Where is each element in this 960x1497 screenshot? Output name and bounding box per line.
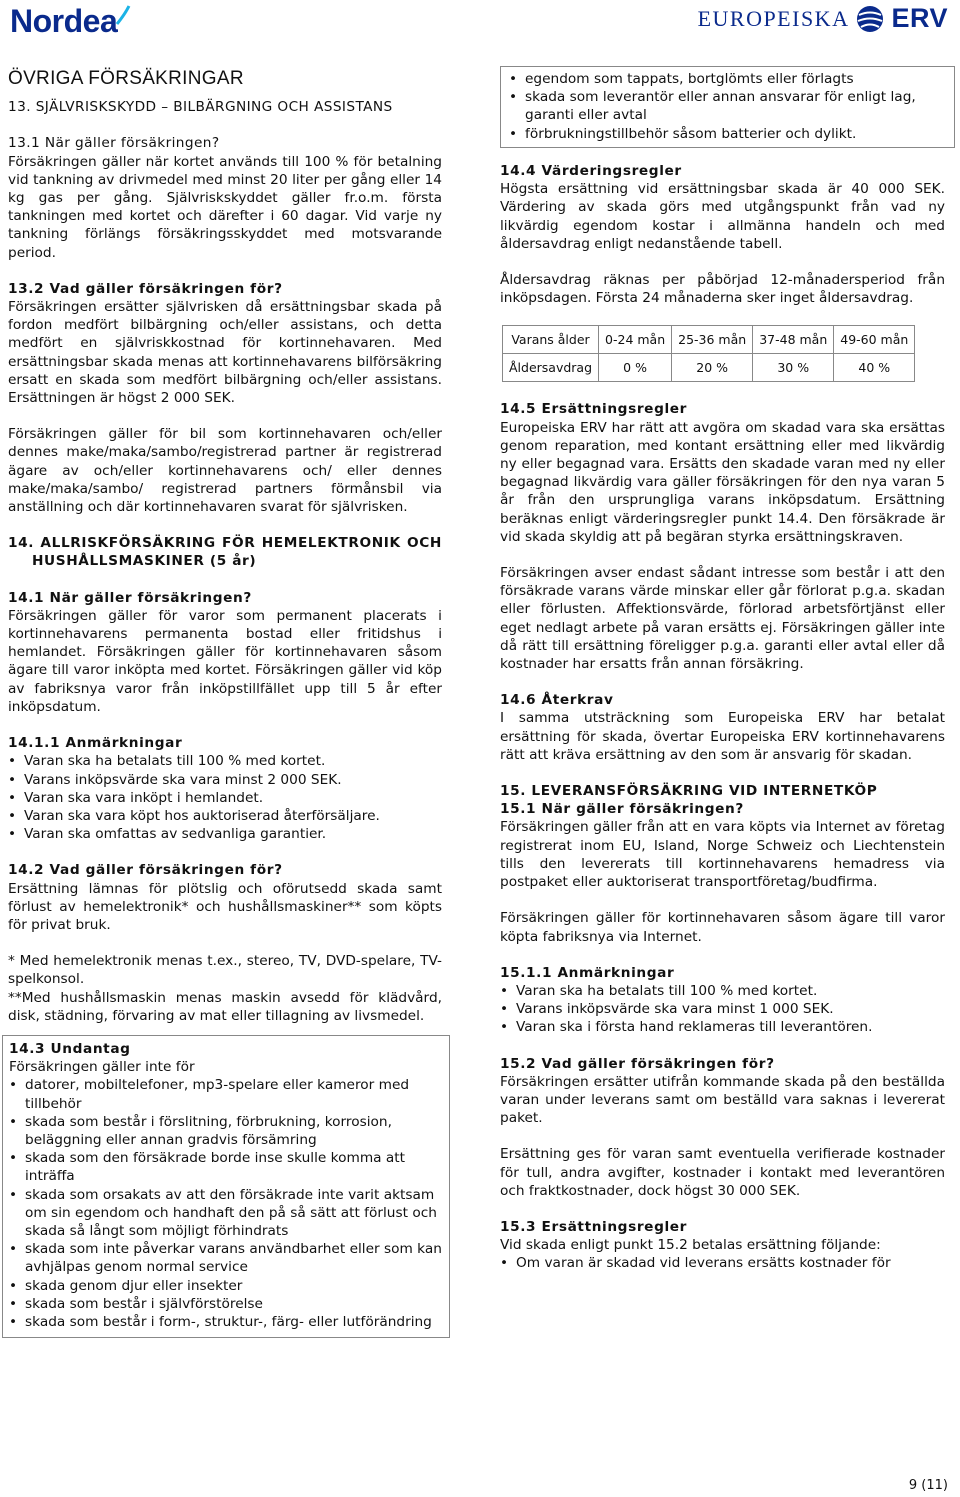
section-14-4-text: Högsta ersättning vid ersättningsbar skada är 40 000 SEK. Värdering av skada görs med utgångspunkt från vad ny likvärdig egendom kostar i allmänna handeln och med åldersavdrag enligt nedanstående tabell. bbox=[500, 181, 945, 252]
section-14-5-text2: Försäkringen avser endast sådant intresse som består i att den försäkrade varans värde minskar eller går förlorat p.g.a. skadan eller förlusten. Affektionsvärde, förlorad arbetsförtjänst eller eget nedlagt arbete på varan ersätts ej. Försäkringen gäller inte då rätt till ersättning föreligger p.g.a. garanti eller avtal eller då kostnader har ersatts från annan försäkring. bbox=[500, 565, 945, 673]
section-14-6-text: I samma utsträckning som Europeiska ERV har betalat ersättning för skada, övertar Europeiska ERV kortinnehavarens rätt att kräva ersättning av den som är ansvarig för skadan. bbox=[500, 710, 945, 763]
remarks-list bbox=[8, 752, 442, 843]
table-cell: 40 % bbox=[834, 354, 915, 382]
list-item: • egendom som tappats, bortglömts eller förlagts bbox=[509, 70, 946, 88]
table-cell: 37-48 mån bbox=[753, 326, 834, 354]
list-item: • skada som består i form-, struktur-, färg- eller lutförändring bbox=[9, 1313, 443, 1331]
left-column bbox=[8, 54, 442, 1338]
remarks-list-15 bbox=[500, 982, 945, 1037]
section-13-2-text2: Försäkringen gäller för bil som kortinnehavaren och/eller dennes make/maka/sambo/registrerad partner är registrerad ägare av och/eller kortinnehavarens och/ eller dennes make/maka/sambo/ registrerad partners förmånsbil via anställning och där kortinnehavaren svarat för självrisken. bbox=[8, 426, 442, 516]
table-cell: Åldersavdrag bbox=[503, 354, 599, 382]
nordea-logo-text: Nordea bbox=[10, 2, 118, 39]
exclusions-list bbox=[9, 1076, 443, 1331]
table-cell: 0-24 mån bbox=[599, 326, 672, 354]
list-item: • skada som inte påverkar varans användbarhet eller som kan avhjälpas genom normal service bbox=[9, 1240, 443, 1276]
list-item: • skada som leverantör eller annan ansvarar för enligt lag, garanti eller avtal bbox=[509, 88, 946, 124]
table-cell: 25-36 mån bbox=[672, 326, 753, 354]
list-item: • skada som orsakats av att den försäkrade inte varit aktsam om sin egendom och handhaft den på så sätt att förlust och skada så långt som möjligt förhindrats bbox=[9, 1186, 443, 1241]
list-item: • skada som består i förslitning, förbrukning, korrosion, beläggning eller annan gradvis försämring bbox=[9, 1113, 443, 1149]
exclusions-box bbox=[2, 1035, 450, 1338]
list-item: • Varan ska vara köpt hos auktoriserad återförsäljare. bbox=[8, 807, 442, 825]
main-title: ÖVRIGA FÖRSÄKRINGAR bbox=[8, 68, 244, 89]
globe-icon bbox=[855, 4, 885, 34]
exclusions-continued-list bbox=[509, 70, 946, 143]
section-13-1-text: Försäkringen gäller när kortet används till 100 % för betalning vid tankning av drivmedel med minst 20 liter per gång eller 14 kg gas per gång. Självriskskyddet gäller fr.o.m. första tankningen med kortet och därefter i 60 dagar. Vid varje ny tankning förlängs försäkringsskyddet med motsvarande period. bbox=[8, 153, 442, 261]
section-13-2-text: Försäkringen ersätter självrisken då ersättningsbar skada på fordon medfört bilbärgning och/eller assistans, och detta medfört en självriskkostnad för kortinnehavaren. Med ersättningsbar skada menas att kortinnehavarens bilförsäkring ersatt en skada som medfört bilbärgning och/eller assistans. Ersättningen är högst 2 000 SEK. bbox=[8, 299, 442, 407]
section-14-2-text: Ersättning lämnas för plötslig och oförutsedd skada samt förlust av hemelektronik* och hushållsmaskiner** som köpts för privat bruk. bbox=[8, 880, 442, 933]
section-14-1-text: Försäkringen gäller för varor som permanent placerats i kortinnehavarens permanenta bostad eller fritidshus i hemlandet. Försäkringen gäller för kortinnehavaren såsom ägare till varor inköpta med kortet. Försäkringen gäller vid köp av fabriksnya varor från inköpstillfället upp till 5 år efter inköpsdatum. bbox=[8, 607, 442, 715]
section-14-title: 14. ALLRISKFÖRSÄKRING FÖR HEMELEKTRONIK OCH HUSHÅLLSMASKINER (5 år) bbox=[8, 535, 442, 570]
table-cell: 30 % bbox=[753, 354, 834, 382]
section-15-2-title: 15.2 Vad gäller försäkringen för? bbox=[500, 1055, 775, 1072]
section-14-4-text2: Åldersavdrag räknas per påbörjad 12-månadersperiod från inköpsdagen. Första 24 månaderna sker inget åldersavdrag. bbox=[500, 272, 945, 307]
list-item: • Varan ska i första hand reklameras till leverantören. bbox=[500, 1018, 945, 1036]
section-15-1-title: 15.1 När gäller försäkringen? bbox=[500, 801, 744, 818]
section-14-3-intro: Försäkringen gäller inte för bbox=[9, 1059, 195, 1076]
section-15-3-text: Vid skada enligt punkt 15.2 betalas ersättning följande: bbox=[500, 1237, 881, 1254]
right-column bbox=[500, 162, 945, 1273]
section-15-1-text2: Försäkringen gäller för kortinnehavaren såsom ägare till varor köpta fabriksnya via Internet. bbox=[500, 910, 945, 945]
section-14-1-title: 14.1 När gäller försäkringen? bbox=[8, 589, 252, 606]
erv-logo-mark: ERV bbox=[891, 3, 948, 33]
section-15-2-text2: Ersättning ges för varan samt eventuella verifierade kostnader för tull, andra avgifter, kostnader i kontakt med leverantören och fraktkostnader, dock högst 30 000 SEK. bbox=[500, 1146, 945, 1199]
nordea-swoosh-icon bbox=[115, 4, 131, 26]
list-item: • datorer, mobiltelefoner, mp3-spelare eller kameror med tillbehör bbox=[9, 1076, 443, 1112]
section-15-1-text: Försäkringen gäller från att en vara köpts via Internet av företag registrerat inom EU, Island, Norge Schweiz och Liechtenstein tills den levererats till kortinnehavarens hemadress via postpaket eller auktoriserat transportföretag/budfirma. bbox=[500, 819, 945, 891]
list-item: • skada som består i självförstörelse bbox=[9, 1295, 443, 1313]
table-cell: Varans ålder bbox=[503, 326, 599, 354]
list-item: • Varan ska ha betalats till 100 % med kortet. bbox=[500, 982, 945, 1000]
section-13-1-title: 13.1 När gäller försäkringen? bbox=[8, 135, 220, 152]
section-13-title: 13. SJÄLVRISKSKYDD – BILBÄRGNING OCH ASSISTANS bbox=[8, 99, 393, 116]
section-14-6-title: 14.6 Återkrav bbox=[500, 692, 614, 709]
nordea-logo bbox=[10, 2, 131, 40]
table-cell: 20 % bbox=[672, 354, 753, 382]
section-15-3-title: 15.3 Ersättningsregler bbox=[500, 1218, 687, 1235]
section-15-1-1-title: 15.1.1 Anmärkningar bbox=[500, 964, 675, 981]
list-item: • skada genom djur eller insekter bbox=[9, 1277, 443, 1295]
table-cell: 49-60 mån bbox=[834, 326, 915, 354]
list-item: • Om varan är skadad vid leverans ersätts kostnader för bbox=[500, 1254, 945, 1272]
section-14-5-text: Europeiska ERV har rätt att avgöra om skadad vara ska ersättas genom reparation, med kontant ersättning eller med likvärdig ny eller begagnad vara. Ersätts den skadade varan med ny eller begagnad likvärdig vara gäller försäkringen för den nya varan 5 år från den ursprungliga varans inköpsdatum. Ersättning beräknas enligt värderingsregler punkt 14.4. Den försäkrade är vid skada skyldig att på begäran styrka ersättningskraven. bbox=[500, 419, 945, 545]
list-item: • Varan ska ha betalats till 100 % med kortet. bbox=[8, 752, 442, 770]
section-14-3-title: 14.3 Undantag bbox=[9, 1040, 131, 1057]
erv-logo bbox=[698, 3, 948, 34]
exclusions-continued-box bbox=[500, 66, 955, 148]
list-item: • Varan ska omfattas av sedvanliga garantier. bbox=[8, 825, 442, 843]
section-14-1-1-title: 14.1.1 Anmärkningar bbox=[8, 735, 183, 752]
footnote-appliances: **Med hushållsmaskin menas maskin avsedd för klädvård, disk, städning, förvaring av mat eller tillagning av livsmedel. bbox=[8, 989, 442, 1024]
list-item: • Varans inköpsvärde ska vara minst 2 000 SEK. bbox=[8, 771, 442, 789]
table-row bbox=[503, 326, 915, 354]
section-14-4-title: 14.4 Värderingsregler bbox=[500, 163, 682, 179]
section-13-2-title: 13.2 Vad gäller försäkringen för? bbox=[8, 280, 283, 297]
section-15-2-text: Försäkringen ersätter utifrån kommande skada på den beställda varan under leverans samt om beställd vara saknas i levererat paket. bbox=[500, 1073, 945, 1127]
list-item: • Varans inköpsvärde ska vara minst 1 000 SEK. bbox=[500, 1000, 945, 1018]
erv-logo-text: EUROPEISKA bbox=[697, 5, 850, 31]
section-14-5-title: 14.5 Ersättningsregler bbox=[500, 401, 687, 418]
compensation-list bbox=[500, 1254, 945, 1272]
list-item: • skada som den försäkrade borde inse skulle komma att inträffa bbox=[9, 1149, 443, 1185]
list-item: • Varan ska vara inköpt i hemlandet. bbox=[8, 789, 442, 807]
page-number: 9 (11) bbox=[908, 1478, 948, 1493]
section-15-title: 15. LEVERANSFÖRSÄKRING VID INTERNETKÖP bbox=[500, 783, 878, 800]
table-row bbox=[503, 354, 915, 382]
footnote-electronics: * Med hemelektronik menas t.ex., stereo, TV, DVD-spelare, TV-spelkonsol. bbox=[8, 953, 442, 988]
table-cell: 0 % bbox=[599, 354, 672, 382]
list-item: • förbrukningstillbehör såsom batterier och dylikt. bbox=[509, 125, 946, 143]
section-14-2-title: 14.2 Vad gäller försäkringen för? bbox=[8, 862, 283, 879]
age-deduction-table bbox=[502, 325, 915, 382]
